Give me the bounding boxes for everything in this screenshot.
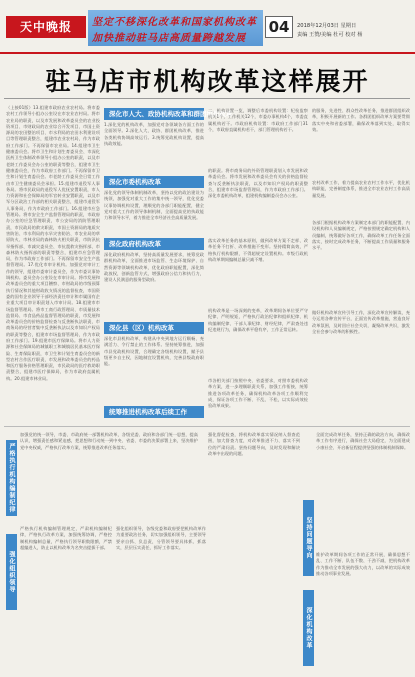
section-heading: 深化政府机构改革 <box>104 238 204 250</box>
article-paragraph: 维护改革期间各项工作的正常开展，确保思想不乱、工作不断、队伍不散、干劲不减，把机构改革作为推动全市发展的强大动力，以改革的实际成效推动各项事业发展。 <box>316 552 410 576</box>
article-paragraph: 二、机构设置一览，调整后市委机构设置：纪检监察机关1个，工作机关12个，市委办事机构4个，市委直属机构若干。市政府机构设置：市政府工作部门31个，市政府直属机构若干，部门管理机构若干。 <box>208 108 308 132</box>
section-heading: 深化市人大、政协机构改革和群团组织改革 <box>104 108 204 120</box>
header-rule <box>0 52 415 54</box>
article-paragraph: 深化党的领导体制机制改革，坚持以党的政治建设为统领，加强党对重大工作的集中统一领导，优化党委议事协调机构设置，理顺党的各部门职能配置，健全党对重大工作的领导体制机制，全面提高党的执政能力和领导水平，着力推进全市经济社会高质量发展。 <box>104 190 204 221</box>
article-paragraph: 强化督促检查，将机构改革落实情况纳入督查范围，加大督查力度，对改革推进不力、落实不到位的严肃问责。坚持问题导向，及时发现和解决改革中出现的问题。 <box>208 432 300 456</box>
article-paragraph: 农村改革工作，着力提高农业农村工作水平，优化机构职能，完善制度体系，推进全市农业农村工作高质量发展。 <box>312 180 410 198</box>
article-paragraph: 强化组织领导，各级党委和政府要把机构改革作为重要政治任务，切实加强组织领导，主要领导要亲自抓、负总责，分管领导要具体抓、抓落实，层层压实责任，抓好工作落实。 <box>116 526 206 550</box>
vertical-section-heading: 严格执行机构编制纪律 <box>6 440 17 516</box>
article-paragraph: 的职责。将市商务局的外资管理职责划入市发展和改革委员会。将市发展和改革委员会有关的价格监督检查与反垄断执法职责，以及市知识产权局的职责整合，组建市市场监督管理局，作为市政府工作部门。深化市委机构改革，组建机构编制委员会办公室。 <box>208 168 308 199</box>
article-col-1: （上接01版）13.组建市政府农业农村局。将市委农村工作领导小组办公室设在市农业农村局。将市农业局的职责，以及市发展和改革委员会的农业投资项目、市财政局的农业综合开发项目、市国土资源局的农田整治项目、市水利局的农田水利建设项目等管理职责整合，组建市农业农村局，作为市政府工作部门。不再保留市农业局。14.组建市卫生健康委员会。将市卫生和计划生育委员会、市深化医药卫生体制改革领导小组办公室的职责，以及市老龄工作委员会办公室的职责等整合，组建市卫生健康委员会，作为市政府工作部门。不再保留市卫生和计划生育委员会。市老龄工作委员会日常工作由市卫生健康委员会承担。15.组建市退役军人事务局。将市民政局的退役军人优抚安置职责，市人力资源和社会保障局的军官转业安置职责，以及市军分区政治工作部的相关职责整合，组建市退役军人事务局，作为市政府工作部门。16.组建市应急管理局。将市安全生产监督管理局的职责，市政府办公室的应急管理职责，市公安局的消防管理职责，市民政局的救灾职责，市国土资源局的地质灾害防治、市水利局的水旱灾害防治、市农业局的草原防火、市林业局的森林防火相关职责，市防汛抗旱指挥部、市减灾委员会、市抗震救灾指挥部、市森林防火指挥部的职责等整合，组建市应急管理局，作为市政府工作部门。不再保留市安全生产监督管理局。17.优化市审计机构。加强党对审计工作的领导，组建市委审计委员会，作为市委议事协调机构。委员会办公室设在市审计局。将市发展和改革委员会的重大项目稽察、市财政局的市级预算执行情况和其他财政收支情况的监督检查，市国资委的国有企业领导干部经济责任审计和市属国有企业重大项目审计职责划入市审计局。18.组建市市场监督管理局。将市工商行政管理局、市质量技术监督局、市食品药品监督管理局的职责，市发展和改革委员会的价格监督检查与反垄断执法职责，市商务局的经营者集中反垄断执法以及市知识产权局的职责等整合，组建市市场监督管理局，作为市政府工作部门。19.组建市医疗保障局。将市人力资源和社会保障局的城镇职工和城镇居民基本医疗保险、生育保险职责，市卫生和计划生育委员会的新型农村合作医疗职责，市发展和改革委员会的药品和医疗服务价格管理职责，市民政局的医疗救助职责整合，组建市医疗保障局，作为市政府直属机构。20.组建市林业局。 <box>6 105 100 381</box>
slogan-line-1: 坚定不移深化改革和国家机构改革 <box>92 17 257 28</box>
editor-credits: 责编 王赞/美编 杜可 校对 杨 <box>297 32 363 38</box>
article-paragraph: 深化政府机构改革，坚持高质量发展要求，统筹党政群机构改革，全面推进市场监管、生态环境保护、自然资源等领域机构改革，优化政府职能配置，深化简政放权，创新监管方式，增强政府公信力和执行力，建设人民满意的服务型政府。 <box>104 252 204 283</box>
slogan-line-2: 加快推动驻马店高质量跨越发展 <box>92 33 246 44</box>
vertical-section-heading: 强化组织领导 <box>6 534 17 610</box>
logo-text: 天中晚报 <box>19 20 72 34</box>
article-paragraph: 1.深化党的机构改革，加强党对各领域各方面工作的全面领导。2.深化人大、政协、群团机构改革，推进各类机构协调高效运行。3.统筹党政机构设置，提高执政效能。 <box>104 122 204 146</box>
article-paragraph: 加强党的统一领导，市委、市政府统一部署机构改革，各级党委、政府和各部门统一思想，提高认识，增强责任感和紧迫感，把思想和行动统一到中央、省委、市委的决策部署上来，坚决维护党中央权威，严格执行改革方案，统筹推进改革任务落实。 <box>20 432 198 450</box>
article-paragraph: 全面完成改革任务，坚持正确的政治方向，确保改革工作有序进行，确保社会大局稳定，为全面建成小康社会、开启新征程提供坚强的体制机制保障。 <box>316 432 410 450</box>
article-paragraph: 市各相关部门按照中央、省委要求，对照市委机构改革方案，进一步理顺职责关系，加强工作衔接，统筹推进各项改革任务，确保机构改革各项工作顺利完成，保证各项工作不断、不乱、不松，以实际成效检验改革成果。 <box>208 378 308 409</box>
article-paragraph: 做好机构改革宣传引导工作，深化改革宣传解读，充分运用各种宣传平台，正面宣传改革措施，营造良好改革氛围，及时回应社会关切，凝聚改革共识，激发全社会参与改革的积极性。 <box>312 310 410 334</box>
article-paragraph: 严格执行机构编制管理规定，严肃机构编制纪律，严格执行改革方案，加强统筹协调，严格控制机构编制总量，严格执行领导职数限额，严禁超编进人，防止以机构改革为名突击提拔干部。 <box>20 526 112 550</box>
article-paragraph: 的服务，先进性、群众性改革任务，推进群团组织改革，积极开展新的工作。各群团组织改革方案要贯彻落实中央和省委部署，确保改革落到实处，取得实效。 <box>312 108 410 132</box>
issue-date: 2018年12月03日 星期日 <box>297 23 357 29</box>
section-divider <box>4 426 410 427</box>
vertical-section-heading: 深化机构改革 <box>303 590 314 666</box>
vertical-section-heading: 坚持问题导向 <box>303 500 314 576</box>
headline-rule <box>4 98 410 99</box>
page-number: 04 <box>265 16 293 38</box>
page-title: 驻马店市机构改革这样展开 <box>45 67 370 96</box>
section-heading: 深化县（区）机构改革 <box>104 322 204 334</box>
section-heading: 深化市委机构改革 <box>104 176 204 188</box>
article-paragraph: 深化市县机构改革，构建从中央到地方运行顺畅、充满活力、令行禁止的工作体系。坚持统筹推进，加强市县党政机构设置，合理确定各级机构设置，赋予县级更多自主权，因地制宜设置机构，完善县级政府职能。 <box>104 336 204 367</box>
article-paragraph: 落实改革任务的基本原则，做到改革方案不走样、改革任务不打折、改革措施不变形。坚持精简高效，严格执行机构限额，不得超规定设置机构。市级行政机构改革期间编制总量只减不增。 <box>208 238 308 262</box>
section-heading: 统筹推进机构改革后续工作 <box>104 406 204 418</box>
article-paragraph: 各部门根据机构改革方案制定本部门的职能配置、内设机构和人员编制规定，严格按照规定确定机构和人员编制，统筹做好各项工作，确保改革工作任务全面落实，按时完成改革任务，不断提高工作质量和服务水平。 <box>312 220 410 251</box>
article-paragraph: 机构改革是一场深刻的变革，改革期间各单位要严守纪律、严明规矩，严格执行政治纪律和组织纪律、机构编制纪律、干部人事纪律、财经纪律，严肃查处违纪违规行为，确保改革平稳有序，工作正常运转。 <box>208 308 308 332</box>
